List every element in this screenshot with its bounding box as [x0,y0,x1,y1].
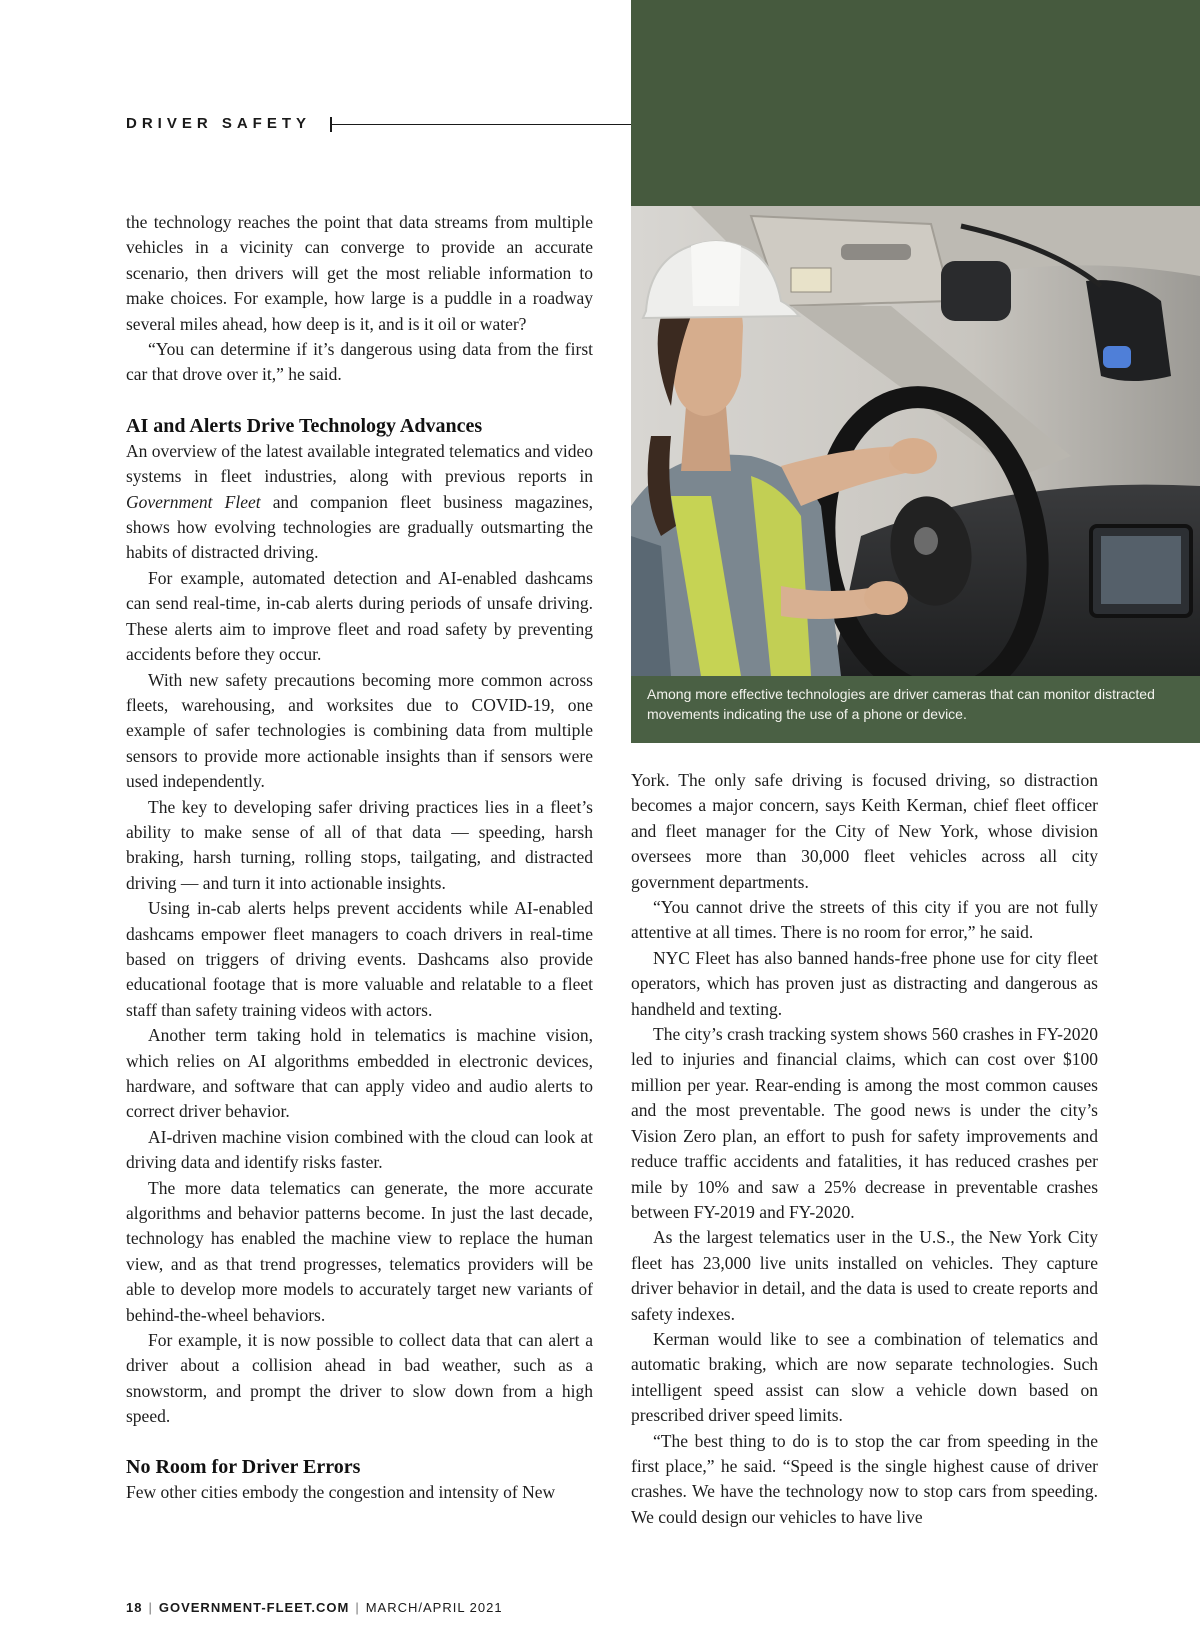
footer-site[interactable]: GOVERNMENT-FLEET.COM [158,1600,350,1615]
left-paragraph-3 [126,439,593,566]
heading-no-room: No Room for Driver Errors [126,1455,361,1478]
left-paragraph-3-start: An overview of the latest available integrated telematics and video systems in fleet industries, along with previous reports in [126,440,593,487]
publication-name: Government Fleet [126,491,261,512]
driver-photo [631,206,1200,676]
green-header-panel [631,0,1200,206]
left-paragraph-10: The more data telematics can generate, the more accurate algorithms and behavior patterns become. In just the last decade, technology has enabled the machine view to replace the human view, and as that trend progresses, telematics providers will be able to develop more models to accurately target new variants of behind-the-wheel behaviors. [126,1177,593,1325]
section-label: DRIVER SAFETY [126,115,312,132]
right-paragraph-3: NYC Fleet has also banned hands-free phone use for city fleet operators, which has proven just as distracting and dangerous as handheld and texting. [631,947,1098,1019]
left-paragraph-2: “You can determine if it’s dangerous using data from the first car that drove over it,” he said. [126,339,593,385]
left-column [126,210,593,1505]
footer-separator: | [148,1600,153,1615]
page-footer [126,1600,503,1615]
photo-caption: Among more effective technologies are driver cameras that can monitor distracted movements indicating the use of a phone or device. [647,686,1155,722]
left-paragraph-6: The key to developing safer driving practices lies in a fleet’s ability to make sense of all of that data — speeding, harsh braking, harsh turning, rolling stops, tailgating, and distracted driving — and turn it into actionable insights. [126,796,593,893]
driver-photo-illustration [631,206,1200,676]
right-paragraph-1: York. The only safe driving is focused driving, so distraction becomes a major concern, says Keith Kerman, chief fleet officer and fleet manager for the City of New York, whose division oversees more than 30,000 fleet vehicles across all city government departments. [631,770,1098,892]
right-paragraph-5: As the largest telematics user in the U.S., the New York City fleet has 23,000 live units installed on vehicles. They capture driver behavior in detail, and the data is used to create reports and safety indexes. [631,1227,1098,1324]
left-paragraph-7: Using in-cab alerts helps prevent accidents while AI-enabled dashcams empower fleet managers to coach drivers in real-time based on triggers of driving events. Dashcams also provide educational footage that is more valuable and relatable to a fleet staff than safety training videos with actors. [126,898,593,1020]
left-paragraph-4: For example, automated detection and AI-enabled dashcams can send real-time, in-cab alerts during periods of unsafe driving. These alerts aim to improve fleet and road safety by preventing accidents before they occur. [126,567,593,665]
heading-ai-alerts: AI and Alerts Drive Technology Advances [126,414,483,437]
section-rule [331,124,631,125]
right-paragraph-2: “You cannot drive the streets of this city if you are not fully attentive at all times. There is no room for error,” he said. [631,897,1098,943]
left-paragraph-5: With new safety precautions becoming more common across fleets, warehousing, and worksites due to COVID-19, one example of safer technologies is combining data from multiple sensors to provide more actionable insights than if sensors were used independently. [126,669,593,792]
left-paragraph-1: the technology reaches the point that data streams from multiple vehicles in a vicinity can converge to provide an accurate scenario, then drivers will get the most reliable information to make choices. For example, how large is a puddle in a roadway several miles ahead, how deep is it, and is it oil or water? [126,212,593,334]
right-paragraph-4: The city’s crash tracking system shows 560 crashes in FY-2020 led to injuries and financial claims, which can cost over $100 million per year. Rear-ending is among the most common causes and the most preventable. The good news is under the city’s Vision Zero plan, an effort to push for safety improvements and reduce traffic accidents and fatalities, it has reduced crashes per mile by 10% and saw a 25% decrease in preventable crashes between FY-2019 and FY-2020. [631,1024,1098,1222]
left-paragraph-12: Few other cities embody the congestion and intensity of New [126,1481,556,1502]
footer-issue: MARCH/APRIL 2021 [365,1600,503,1615]
photo-caption-box [631,676,1200,743]
page-number: 18 [126,1600,143,1615]
left-paragraph-8: Another term taking hold in telematics is machine vision, which relies on AI algorithms embedded in electronic devices, hardware, and software that can apply video and audio alerts to correct driver behavior. [126,1025,593,1122]
right-column [631,768,1098,1530]
left-paragraph-11: For example, it is now possible to collect data that can alert a driver about a collision ahead in bad weather, such as a snowstorm, and prompt the driver to slow down from a high speed. [126,1330,593,1427]
left-paragraph-3-end: and companion fleet business magazines, shows how evolving technologies are gradually outsmarting the habits of distracted driving. [126,491,594,563]
footer-separator: | [355,1600,360,1615]
right-paragraph-7: “The best thing to do is to stop the car from speeding in the first place,” he said. “Speed is the single highest cause of driver crashes. We have the technology now to stop cars from speeding. We could design our vehicles to have live [631,1430,1098,1527]
left-paragraph-9: AI-driven machine vision combined with the cloud can look at driving data and identify risks faster. [126,1126,593,1173]
right-paragraph-6: Kerman would like to see a combination of telematics and automatic braking, which are now separate technologies. Such intelligent speed assist can slow a vehicle down based on prescribed driver speed limits. [631,1328,1098,1426]
